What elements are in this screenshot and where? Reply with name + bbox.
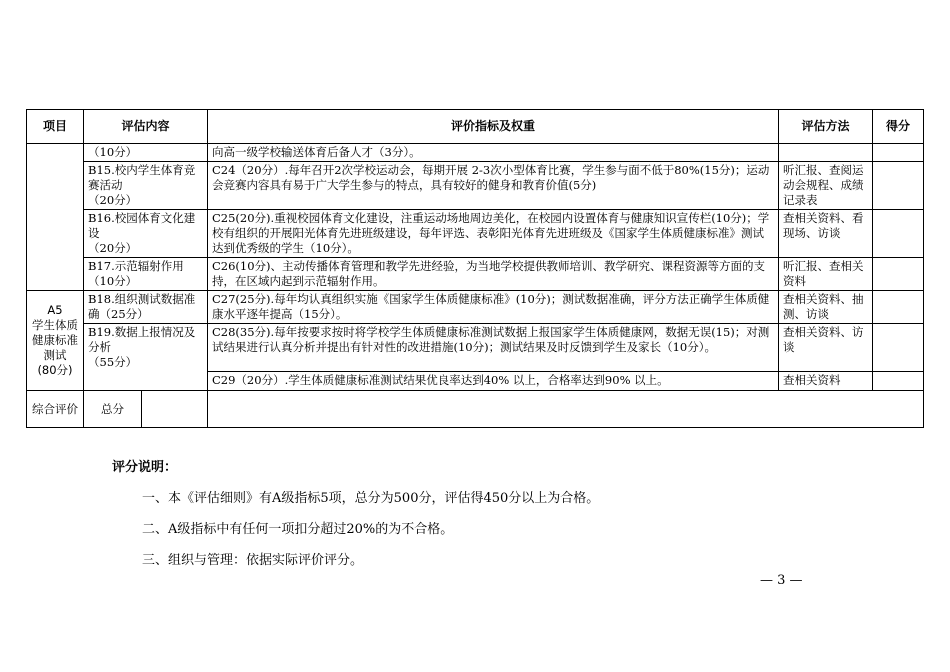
note-item: 一、本《评估细则》有A级指标5项，总分为500分，评估得450分以上为合格。 [142, 491, 600, 506]
content-cell: B19.数据上报情况及分析 （55分） [84, 324, 208, 391]
indicator-cell: C29（20分）.学生体质健康标准测试结果优良率达到40% 以上，合格率达到90% 以上。 [208, 372, 779, 391]
method-cell: 查相关资料、看现场、访谈 [779, 210, 873, 258]
header-method: 评估方法 [779, 110, 873, 144]
content-cell: B16.校园体育文化建设 （20分） [84, 210, 208, 258]
header-content: 评估内容 [84, 110, 208, 144]
method-cell: 听汇报、查阅运动会规程、成绩记录表 [779, 162, 873, 210]
indicator-cell: C24（20分）.每年召开2次学校运动会，每期开展 2-3次小型体育比赛，学生参与面不低于80%(15分)；运动会竞赛内容具有易于广大学生参与的特点，具有较好的健身和教育价值(5分) [208, 162, 779, 210]
score-cell [873, 210, 924, 258]
indicator-cell: C26(10分)、主动传播体育管理和教学先进经验，为当地学校提供教师培训、教学研究、课程资源等方面的支持，在区域内起到示范辐射作用。 [208, 258, 779, 291]
content-cell: B17.示范辐射作用 （10分） [84, 258, 208, 291]
summary-label: 综合评价 [27, 391, 84, 428]
score-cell [873, 162, 924, 210]
indicator-cell: 向高一级学校输送体育后备人才（3分）。 [208, 144, 779, 162]
evaluation-table [26, 109, 924, 428]
summary-total [84, 391, 208, 428]
method-cell: 查相关资料、访谈 [779, 324, 873, 372]
scoring-notes [112, 456, 599, 580]
content-cell: B18.组织测试数据准确（25分） [84, 291, 208, 324]
method-cell [779, 144, 873, 162]
header-score: 得分 [873, 110, 924, 144]
table-row [27, 162, 924, 210]
table-header-row [27, 110, 924, 144]
total-value-box [141, 391, 207, 427]
score-cell [873, 258, 924, 291]
score-cell [873, 372, 924, 391]
total-label: 总分 [101, 401, 124, 416]
score-cell [873, 144, 924, 162]
table-row [27, 210, 924, 258]
method-cell: 查相关资料、抽测、访谈 [779, 291, 873, 324]
summary-row [27, 391, 924, 428]
page-number: — 3 — [760, 573, 803, 588]
item-cell-empty [27, 144, 84, 291]
score-cell [873, 324, 924, 372]
header-item: 项目 [27, 110, 84, 144]
method-cell: 听汇报、查相关资料 [779, 258, 873, 291]
table-row [27, 258, 924, 291]
table-row [27, 324, 924, 372]
a5-label: A5 学生体质健康标准测试 (80分) [27, 291, 84, 391]
summary-blank [208, 391, 924, 428]
table-row [27, 291, 924, 324]
note-item: 三、组织与管理：依据实际评价评分。 [142, 553, 364, 568]
header-indicator: 评价指标及权重 [208, 110, 779, 144]
indicator-cell: C27(25分).每年均认真组织实施《国家学生体质健康标准》(10分)；测试数据准确，评分方法正确学生体质健康水平逐年提高（15分）。 [208, 291, 779, 324]
table-row [27, 144, 924, 162]
content-cell: B15.校内学生体育竞赛活动 （20分） [84, 162, 208, 210]
indicator-cell: C28(35分).每年按要求按时将学校学生体质健康标准测试数据上报国家学生体质健康网，数据无误(15)；对测试结果进行认真分析并提出有针对性的改进措施(10分)；测试结果及时反馈到学生及家长（10分）。 [208, 324, 779, 372]
note-item: 二、A级指标中有任何一项扣分超过20%的为不合格。 [142, 522, 454, 537]
score-cell [873, 291, 924, 324]
content-cell: （10分） [84, 144, 208, 162]
notes-title: 评分说明： [112, 460, 178, 475]
indicator-cell: C25(20分).重视校园体育文化建设，注重运动场地周边美化，在校园内设置体育与健康知识宣传栏(10分)；学校有组织的开展阳光体育先进班级建设，每年评选、表彰阳光体育先进班级及《国家学生体质健康标准》测试达到优秀级的学生（10分）。 [208, 210, 779, 258]
method-cell: 查相关资料 [779, 372, 873, 391]
